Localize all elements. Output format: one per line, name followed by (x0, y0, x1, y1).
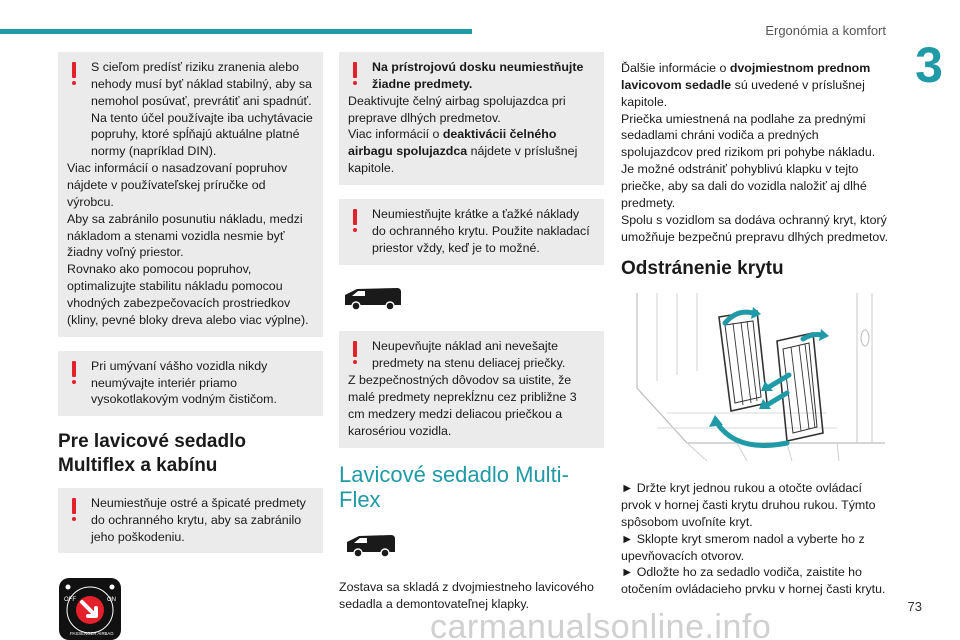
warning-text: Viac informácií o deaktivácii čelného airbagu spolujazdca nájdete v príslušnej kapitole. (348, 127, 578, 176)
warning-box-dashboard (339, 52, 604, 185)
section-title: Ergonómia a komfort (765, 23, 886, 38)
chapter-number: 3 (915, 37, 943, 93)
passenger-airbag-off-icon (58, 577, 122, 640)
short-van-icon (341, 530, 405, 560)
column-right (621, 60, 889, 598)
warning-exclamation-icon (350, 341, 360, 365)
body-text: Zostava sa skladá z dvojmiestneho lavicového sedadla a demontovateľnej klapky. (339, 580, 594, 611)
warning-exclamation-icon (69, 361, 79, 385)
warning-bold-text: Na prístrojovú dosku neumiestňujte žiadne predmety. (372, 60, 584, 91)
step-3: ► Odložte ho za sedadlo vodiča, zaistite ho otočením ovládacieho prvku v hornej časti krytu. (621, 565, 886, 597)
warning-text: Viac informácií o nasadzovaní popruhov nájdete v používateľskej príručke od výrobcu. (67, 161, 288, 209)
warning-text: Deaktivujte čelný airbag spolujazdca pri preprave dlhých predmetov. (348, 93, 566, 125)
airbag-ring-label: PASSENGER AIRBAG (70, 631, 114, 637)
header-accent-bar (0, 29, 472, 34)
body-text: Ďalšie informácie o dvojmiestnom prednom lavicovom sedadle sú uvedené v príslušnej kapitole. (621, 61, 871, 109)
heading-cover-removal: Odstránenie krytu (621, 258, 784, 280)
warning-exclamation-icon (350, 62, 360, 86)
warning-text: Neumiestňuje ostré a špicaté predmety do ochranného krytu, aby sa zabránilo jeho poškodeniu. (91, 495, 306, 544)
airbag-on-label: ON (107, 597, 116, 604)
warning-exclamation-icon (69, 62, 79, 86)
column-middle (339, 52, 604, 613)
page-number: 73 (907, 599, 922, 615)
airbag-off-label: OFF (64, 597, 76, 604)
warning-text: Rovnako ako pomocou popruhov, optimalizujte stabilitu nákladu pomocou vhodných zabezpečovacích prostriedkov (kliny, pevné bloky dreva alebo viac výplne). (67, 262, 309, 327)
warning-box-washing (58, 351, 323, 417)
body-text: Spolu s vozidlom sa dodáva ochranný kryt, ktorý umožňuje bezpečnú prepravu dlhých predmetov. (621, 212, 889, 244)
heading-multiflex-cabin: Pre lavicové sedadlo Multiflex a kabínu (58, 431, 246, 477)
watermark: carmanualsonline.info (430, 608, 772, 640)
step-1: ► Držte kryt jednou rukou a otočte ovládací prvok v hornej časti krytu druhou rukou. Týmto spôsobom uvoľníte kryt. (621, 481, 876, 529)
warning-text: Pri umývaní vášho vozidla nikdy neumývajte interiér priamo vysokotlakovým vodným čističom. (91, 358, 277, 407)
warning-text: S cieľom predísť riziku zranenia alebo nehody musí byť náklad stabilný, aby sa nemohol posúvať, prevrátiť ani spadnúť. Na tento účel používajte iba uchytávacie popruhy, ktoré spĺňajú aktuálne platné normy (napríklad DIN). (91, 60, 313, 159)
warning-box-partition (339, 331, 604, 447)
warning-text: Neumiestňujte krátke a ťažké náklady do ochranného krytu. Použite nakladací priestor vždy, keď je to možné. (372, 207, 590, 255)
instruction-steps (621, 480, 889, 598)
warning-text: Neupevňujte náklad ani nevešajte predmety na stenu deliacej priečky. (372, 339, 566, 371)
heading-multi-flex-bench: Lavicové sedadlo Multi-Flex (339, 461, 569, 512)
step-2: ► Sklopte kryt smerom nadol a vyberte ho z upevňovacích otvorov. (621, 531, 865, 563)
body-text: Priečka umiestnená na podlahe za prednými sedadlami chráni vodiča a predných spolujazdcov pred rizikom pri pohybe nákladu. (621, 111, 876, 160)
warning-box-sharp-objects (58, 488, 323, 554)
body-text: Je možné odstrániť pohyblivú klapku v tejto priečke, aby sa dali do vozidla naložiť aj dlhé predmety. (621, 162, 867, 210)
warning-box-heavy-loads (339, 199, 604, 265)
warning-text: Z bezpečnostných dôvodov sa uistite, že malé predmety neprekĺznu cez približne 3 cm medzery medzi deliacou priečkou a karosériou vozidla. (348, 373, 577, 438)
warning-exclamation-icon (69, 498, 79, 522)
long-van-icon (341, 283, 405, 313)
warning-text: Aby sa zabránilo posunutiu nákladu, medzi nákladom a stenami vozidla nesmie byť žiadny voľný priestor. (67, 211, 303, 260)
partition-flap-removal-illustration (627, 293, 885, 463)
column-left (58, 52, 323, 640)
warning-box-load-securing (58, 52, 323, 337)
warning-exclamation-icon (350, 209, 360, 233)
